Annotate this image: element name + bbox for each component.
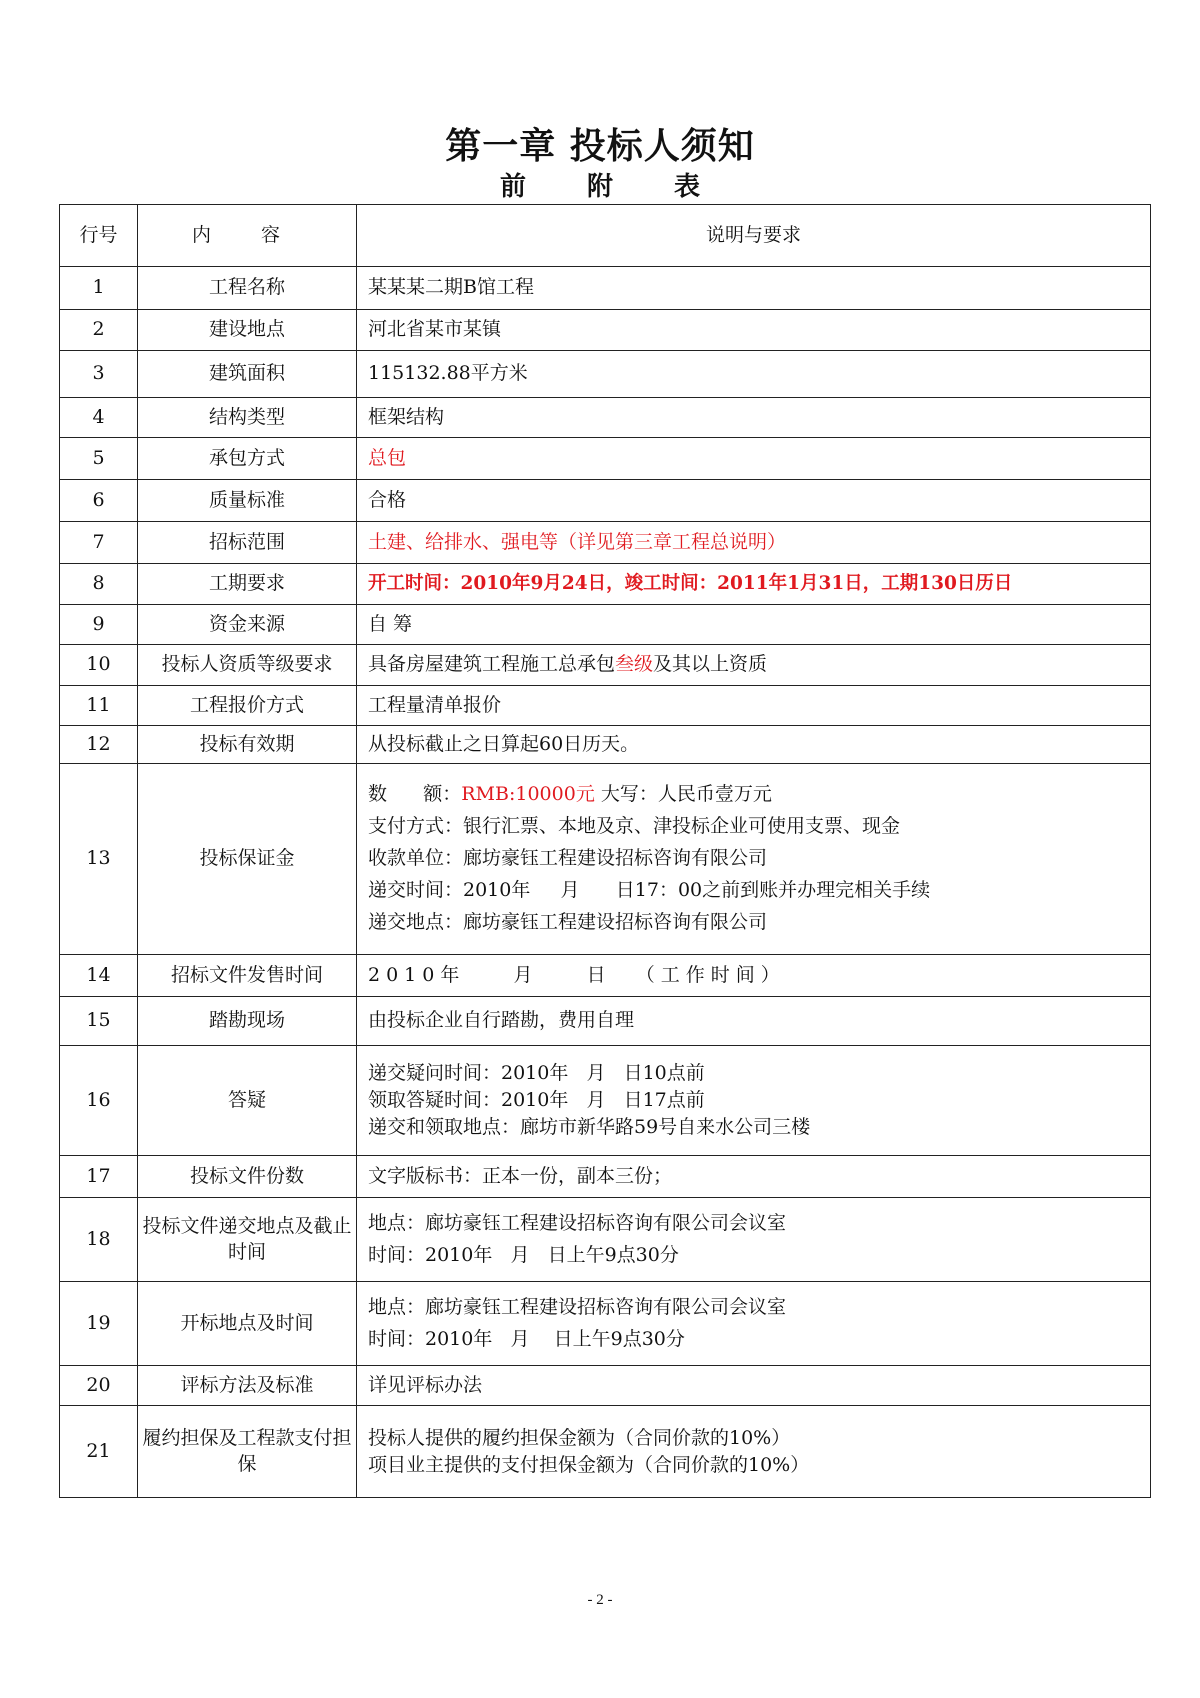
row-description <box>357 764 1151 955</box>
row-number: 12 <box>60 726 138 764</box>
row-number: 17 <box>60 1156 138 1198</box>
row-description <box>357 1198 1151 1282</box>
table-row <box>60 310 1151 351</box>
table-row <box>60 726 1151 764</box>
table-row <box>60 480 1151 522</box>
row-description: 总包 <box>357 438 1151 480</box>
table-row <box>60 1046 1151 1156</box>
submission-place: 地点：廊坊豪钰工程建设招标咨询有限公司会议室 <box>368 1211 787 1234</box>
row-item: 工程名称 <box>138 267 357 310</box>
row-number: 15 <box>60 997 138 1046</box>
row-item: 开标地点及时间 <box>138 1282 357 1366</box>
table-title: 前 附 表 <box>499 172 727 202</box>
bond-amount-label: 数 额： <box>368 783 462 806</box>
row-number: 6 <box>60 480 138 522</box>
table-row <box>60 398 1151 438</box>
qualification-grade: 叁级 <box>615 653 654 676</box>
row-item: 质量标准 <box>138 480 357 522</box>
table-row <box>60 522 1151 564</box>
table-row <box>60 645 1151 686</box>
chapter-title: 第一章 投标人须知 <box>445 125 755 167</box>
bond-submit-place: 递交地点：廊坊豪钰工程建设招标咨询有限公司 <box>368 910 768 933</box>
row-item: 评标方法及标准 <box>138 1366 357 1406</box>
row-number: 1 <box>60 267 138 310</box>
row-description: 由投标企业自行踏勘，费用自理 <box>357 997 1151 1046</box>
bond-submit-time: 递交时间：2010年 月 日17：00之前到账并办理完相关手续 <box>368 878 931 901</box>
table-row <box>60 351 1151 398</box>
row-number: 5 <box>60 438 138 480</box>
payment-guarantee: 项目业主提供的支付担保金额为（合同价款的10%） <box>368 1453 810 1476</box>
table-row <box>60 564 1151 605</box>
table-row <box>60 1282 1151 1366</box>
row-description: 工程量清单报价 <box>357 686 1151 726</box>
row-item: 工程报价方式 <box>138 686 357 726</box>
header-content: 内 容 <box>138 205 357 267</box>
table-row <box>60 1156 1151 1198</box>
row-item: 履约担保及工程款支付担保 <box>138 1406 357 1498</box>
table-row <box>60 438 1151 480</box>
row-item: 招标文件发售时间 <box>138 955 357 997</box>
row-item: 工期要求 <box>138 564 357 605</box>
row-number: 4 <box>60 398 138 438</box>
row-item: 答疑 <box>138 1046 357 1156</box>
table-row <box>60 764 1151 955</box>
table-header-row <box>60 205 1151 267</box>
row-item: 结构类型 <box>138 398 357 438</box>
row-number: 8 <box>60 564 138 605</box>
table-row <box>60 955 1151 997</box>
header-description: 说明与要求 <box>357 205 1151 267</box>
row-description <box>357 1406 1151 1498</box>
row-item: 招标范围 <box>138 522 357 564</box>
row-number: 21 <box>60 1406 138 1498</box>
row-number: 2 <box>60 310 138 351</box>
row-description <box>357 1046 1151 1156</box>
row-item: 承包方式 <box>138 438 357 480</box>
row-number: 16 <box>60 1046 138 1156</box>
row-item: 投标有效期 <box>138 726 357 764</box>
table-row <box>60 997 1151 1046</box>
row-number: 19 <box>60 1282 138 1366</box>
table-row <box>60 267 1151 310</box>
opening-time: 时间：2010年 月 日上午9点30分 <box>368 1327 685 1350</box>
row-description: 从投标截止之日算起60日历天。 <box>357 726 1151 764</box>
qa-location: 递交和领取地点：廊坊市新华路59号自来水公司三楼 <box>368 1115 811 1138</box>
qa-submit-time: 递交疑问时间：2010年 月 日10点前 <box>368 1062 705 1085</box>
bond-payee: 收款单位：廊坊豪钰工程建设招标咨询有限公司 <box>368 847 768 870</box>
row-number: 14 <box>60 955 138 997</box>
row-description: 115132.88平方米 <box>357 351 1151 398</box>
row-description: 自 筹 <box>357 605 1151 645</box>
front-attachment-table <box>59 204 1151 1498</box>
table-row <box>60 605 1151 645</box>
row-number: 9 <box>60 605 138 645</box>
row-description: 详见评标办法 <box>357 1366 1151 1406</box>
qualification-suffix: 及其以上资质 <box>653 653 768 676</box>
row-description: 2010年 月 日 （工作时间） <box>357 955 1151 997</box>
header-row-number: 行号 <box>60 205 138 267</box>
row-description <box>357 645 1151 686</box>
row-number: 3 <box>60 351 138 398</box>
row-item: 资金来源 <box>138 605 357 645</box>
row-number: 11 <box>60 686 138 726</box>
submission-time: 时间：2010年 月 日上午9点30分 <box>368 1243 679 1266</box>
page-number: - 2 - <box>587 1592 613 1608</box>
row-description: 开工时间：2010年9月24日，竣工时间：2011年1月31日，工期130日历日 <box>357 564 1151 605</box>
row-item: 建筑面积 <box>138 351 357 398</box>
row-description: 某某某二期B馆工程 <box>357 267 1151 310</box>
bond-amount-value: RMB:10000元 <box>461 783 595 806</box>
row-item: 投标人资质等级要求 <box>138 645 357 686</box>
bond-payment-method: 支付方式：银行汇票、本地及京、津投标企业可使用支票、现金 <box>368 815 901 838</box>
row-number: 18 <box>60 1198 138 1282</box>
qualification-text: 具备房屋建筑工程施工总承包 <box>368 653 616 676</box>
row-item: 建设地点 <box>138 310 357 351</box>
row-number: 20 <box>60 1366 138 1406</box>
table-row <box>60 1406 1151 1498</box>
row-number: 10 <box>60 645 138 686</box>
row-item: 投标文件递交地点及截止时间 <box>138 1198 357 1282</box>
row-item: 投标保证金 <box>138 764 357 955</box>
table-row <box>60 686 1151 726</box>
row-number: 13 <box>60 764 138 955</box>
row-item: 投标文件份数 <box>138 1156 357 1198</box>
table-row <box>60 1198 1151 1282</box>
row-description: 土建、给排水、强电等（详见第三章工程总说明） <box>357 522 1151 564</box>
row-description: 框架结构 <box>357 398 1151 438</box>
bond-amount-words: 大写：人民币壹万元 <box>594 783 772 806</box>
table-row <box>60 1366 1151 1406</box>
opening-place: 地点：廊坊豪钰工程建设招标咨询有限公司会议室 <box>368 1295 787 1318</box>
row-number: 7 <box>60 522 138 564</box>
row-description: 合格 <box>357 480 1151 522</box>
row-description: 文字版标书：正本一份，副本三份； <box>357 1156 1151 1198</box>
row-description <box>357 1282 1151 1366</box>
qa-receive-time: 领取答疑时间：2010年 月 日17点前 <box>368 1089 705 1112</box>
performance-guarantee: 投标人提供的履约担保金额为（合同价款的10%） <box>368 1426 791 1449</box>
row-item: 踏勘现场 <box>138 997 357 1046</box>
bond-amount-line <box>368 779 1144 811</box>
row-description: 河北省某市某镇 <box>357 310 1151 351</box>
